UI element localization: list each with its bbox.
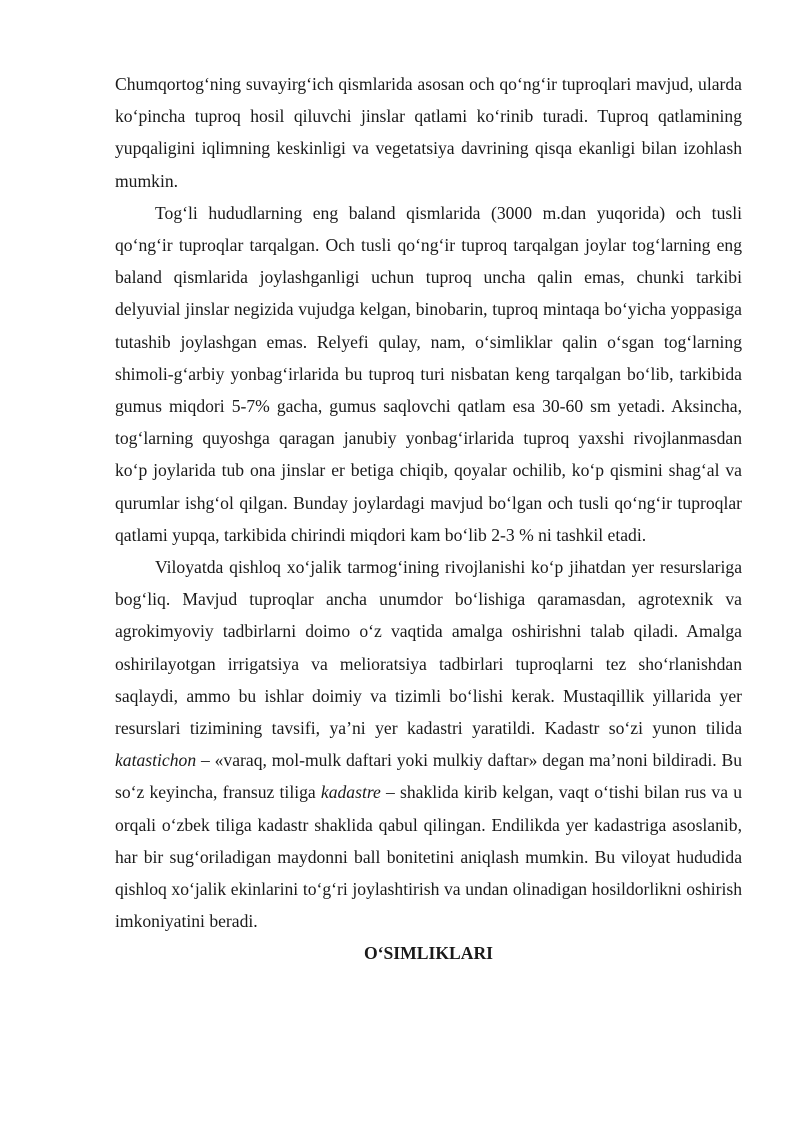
paragraph-3 <box>115 551 742 937</box>
document-page <box>115 68 742 970</box>
term-kadastre: kadastre <box>320 782 381 803</box>
paragraph-3-part-3: – shaklida kirib kelgan, vaqt o‘tishi bilan rus va u orqali o‘zbek tiliga kadastr shaklida qabul qilingan. Endilikda yer kadastriga asoslanib, har bir sug‘oriladigan maydonni ball bonitetini aniqlash mumkin. Bu viloyat hududida qishloq xo‘jalik ekinlarini to‘g‘ri joylashtirish va undan olinadigan hosildorlikni oshirish imkoniyatini beradi. <box>115 782 742 932</box>
paragraph-1: Chumqortog‘ning suvayirg‘ich qismlarida asosan och qo‘ng‘ir tuproqlari mavjud, ularda ko‘pincha tuproq hosil qiluvchi jinslar qatlami ko‘rinib turadi. Tuproq qatlamining yupqaligini iqlimning keskinligi va vegetatsiya davrining qisqa ekanligi bilan izohlash mumkin. <box>115 74 742 191</box>
paragraph-2: Tog‘li hududlarning eng baland qismlarida (3000 m.dan yuqorida) och tusli qo‘ng‘ir tuproqlar tarqalgan. Och tusli qo‘ng‘ir tuproq tarqalgan joylar tog‘larning eng baland qismlarida joylashganligi uchun tuproq uncha qalin emas, chunki tarkibi delyuvial jinslar negizida vujudga kelgan, binobarin, tuproq mintaqa bo‘yicha yoppasiga tutashib joylashgan emas. Relyefi qulay, nam, o‘simliklar qalin o‘sgan tog‘larning shimoli-g‘arbiy yonbag‘irlarida bu tuproq turi nisbatan keng tarqalgan bo‘lib, tarkibida gumus miqdori 5-7% gacha, gumus saqlovchi qatlam esa 30-60 sm yetadi. Aksincha, tog‘larning quyoshga qaragan janubiy yonbag‘irlarida tuproq yaxshi rivojlanmasdan ko‘p joylarida tub ona jinslar er betiga chiqib, qoyalar ochilib, ko‘p qismini shag‘al va qurumlar ishg‘ol qilgan. Bunday joylardagi mavjud bo‘lgan och tusli qo‘ng‘ir tuproqlar qatlami yupqa, tarkibida chirindi miqdori kam bo‘lib 2-3 % ni tashkil etadi. <box>115 202 742 545</box>
paragraph-3-part-1: Viloyatda qishloq xo‘jalik tarmog‘ining rivojlanishi ko‘p jihatdan yer resurslariga bog‘liq. Mavjud tuproqlar ancha unumdor bo‘lishiga qaramasdan, agrotexnik va agrokimyoviy tadbirlarni doimo o‘z vaqtida amalga oshirishni talab qiladi. Amalga oshirilayotgan irrigatsiya va melioratsiya tadbirlari tuproqlarni tez sho‘rlanishdan saqlaydi, ammo bu ishlar doimiy va tizimli bo‘lishi kerak. Mustaqillik yillarida yer resurslari tizimining tavsifi, ya’ni yer kadastri yaratildi. Kadastr so‘zi yunon tilida <box>115 557 742 739</box>
section-heading: O‘SIMLIKLARI <box>363 943 494 964</box>
term-katastichon: katastichon <box>115 750 197 771</box>
paragraph-3-part-2: – «varaq, mol-mulk daftari yoki mulkiy daftar» degan ma’noni bildiradi. Bu so‘z keyincha, fransuz tiliga <box>115 750 742 803</box>
